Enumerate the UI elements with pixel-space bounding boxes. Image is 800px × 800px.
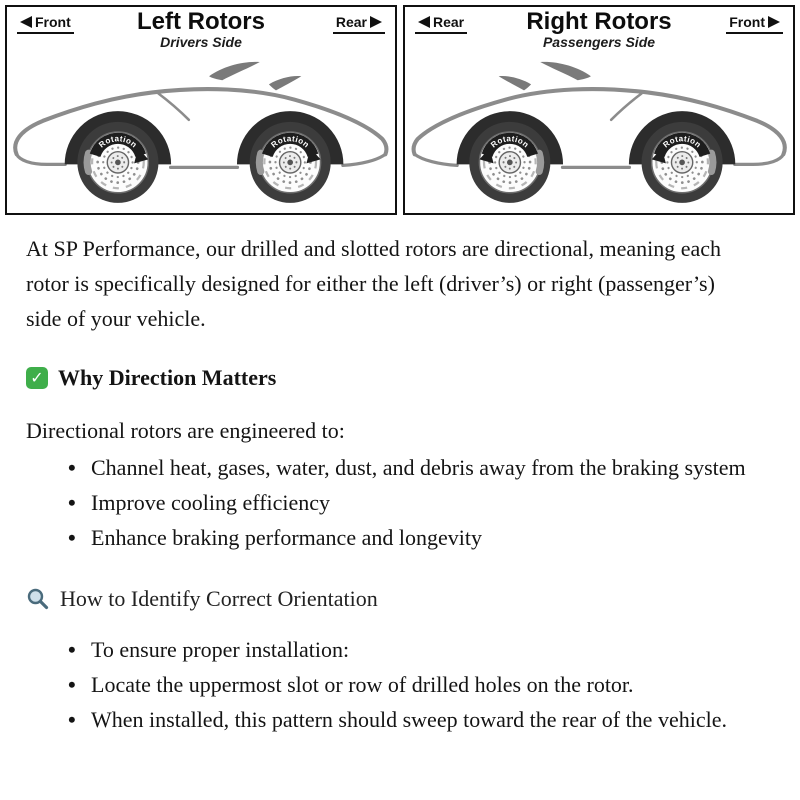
left-rotors-panel <box>5 5 397 215</box>
section-heading-why-direction-matters <box>26 360 726 395</box>
front-label-text: Front <box>35 14 71 30</box>
benefit-item: • Enhance braking performance and longevity <box>66 520 766 555</box>
right-panel-header <box>405 7 793 55</box>
orientation-steps-list <box>66 632 766 737</box>
magnifier-icon <box>26 587 50 611</box>
right-rotors-panel <box>403 5 795 215</box>
benefit-item: • Improve cooling efficiency <box>66 485 766 520</box>
front-direction-label <box>17 14 74 34</box>
left-panel-title: Left Rotors <box>137 8 265 35</box>
benefits-list <box>66 450 766 555</box>
rotation-label-rear: Rotation <box>489 134 531 150</box>
arrow-left-icon <box>20 16 32 28</box>
car-silhouette-right <box>414 62 785 203</box>
car-diagram-left <box>7 59 395 211</box>
right-panel-subtitle: Passengers Side <box>542 34 656 51</box>
rear-direction-label <box>415 14 467 34</box>
rotation-label-front: Rotation <box>661 134 703 150</box>
article <box>0 215 800 737</box>
left-panel-header <box>7 7 395 55</box>
front-direction-label <box>726 14 783 34</box>
rotor-direction-diagram <box>0 0 800 215</box>
rotation-label-rear: Rotation <box>269 134 311 150</box>
rear-label-text: Rear <box>433 14 465 30</box>
left-panel-subtitle: Drivers Side <box>160 34 242 51</box>
arrow-right-icon <box>370 16 382 28</box>
section-heading-identify-orientation <box>26 581 726 616</box>
step-item: • To ensure proper installation: <box>66 632 766 667</box>
rotation-label-front: Rotation <box>97 134 139 150</box>
check-square-icon: ✓ <box>26 367 48 389</box>
lead-paragraph: Directional rotors are engineered to: <box>26 418 345 443</box>
intro-paragraph: At SP Performance, our drilled and slotted rotors are directional, meaning each rotor is specifically designed for either the left (driver’s) or right (passenger’s) side of your vehicle. <box>26 236 722 331</box>
step-item: • When installed, this pattern should sweep toward the rear of the vehicle. <box>66 702 766 737</box>
arrow-left-icon <box>418 16 430 28</box>
arrow-right-icon <box>768 16 780 28</box>
step-item: • Locate the uppermost slot or row of drilled holes on the rotor. <box>66 667 766 702</box>
section-heading-text: How to Identify Correct Orientation <box>60 586 378 611</box>
car-diagram-right <box>405 59 793 211</box>
rear-label-text: Rear <box>335 14 367 30</box>
section-heading-text: Why Direction Matters <box>58 365 277 390</box>
benefit-item: • Channel heat, gases, water, dust, and debris away from the braking system <box>66 450 766 485</box>
front-label-text: Front <box>729 14 765 30</box>
car-silhouette-left <box>15 62 386 203</box>
right-panel-title: Right Rotors <box>526 8 672 35</box>
rear-direction-label <box>333 14 385 34</box>
